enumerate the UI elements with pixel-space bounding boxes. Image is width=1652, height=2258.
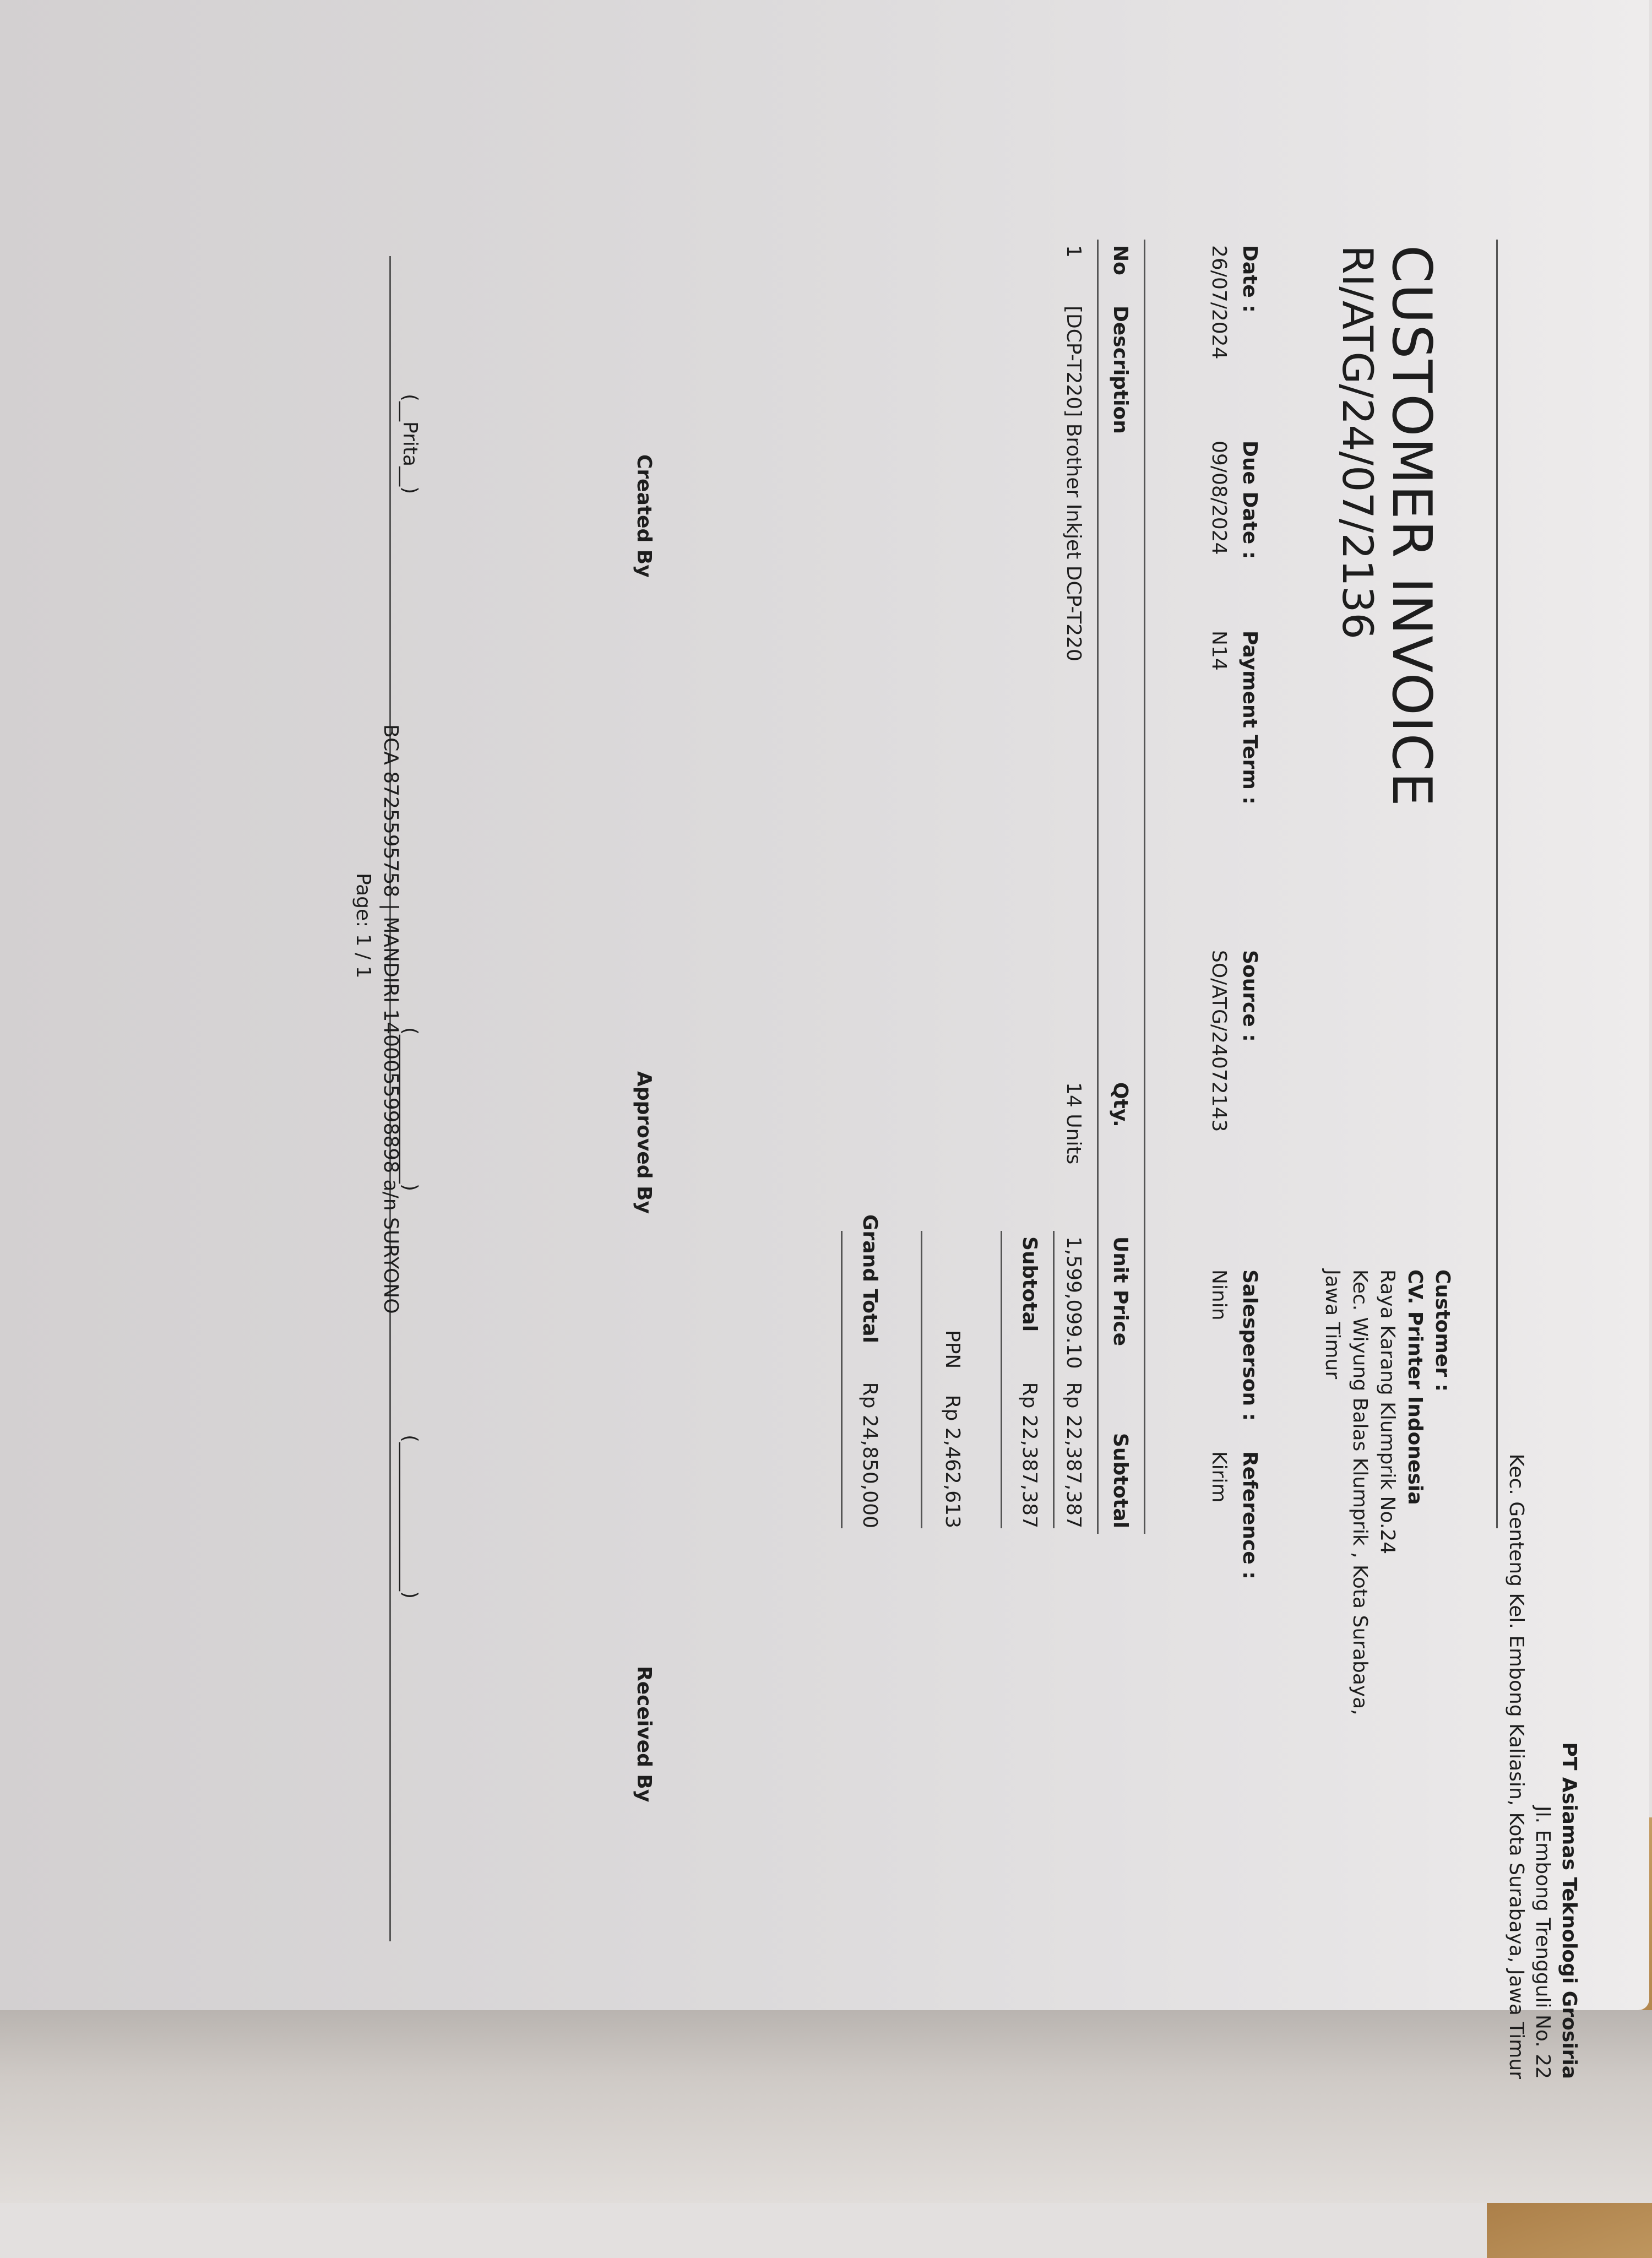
col-header-unit-price: Unit Price xyxy=(1109,1236,1132,1347)
invoice-title: CUSTOMER INVOICE xyxy=(1380,245,1443,807)
customer-address-line2: Kec. Wiyung Balas Klumprik , Kota Surabaya, xyxy=(1349,1269,1371,1716)
reference-value: Kirim xyxy=(1208,1451,1230,1503)
subtotal-value: Rp 22,387,387 xyxy=(1018,1382,1041,1528)
row-subtotal: Rp 22,387,387 xyxy=(1062,1382,1085,1528)
payment-term-label: Payment Term : xyxy=(1238,631,1261,805)
due-date-label: Due Date : xyxy=(1238,441,1261,560)
date-value: 26/07/2024 xyxy=(1208,245,1230,360)
row-qty: 14 Units xyxy=(1062,1082,1085,1165)
col-header-subtotal: Subtotal xyxy=(1109,1432,1132,1528)
grand-total-rule xyxy=(841,1231,843,1528)
invoice-number: RI/ATG/24/07/2136 xyxy=(1333,245,1382,639)
customer-label: Customer : xyxy=(1431,1269,1454,1392)
received-by-signature: (_______________) xyxy=(399,1435,421,1599)
created-by-signature: (__Prita__) xyxy=(399,394,421,495)
customer-address-line1: Raya Karang Klumprik No.24 xyxy=(1376,1269,1399,1555)
tax-label: PPN xyxy=(941,1330,964,1369)
due-date-value: 09/08/2024 xyxy=(1208,441,1230,555)
invoice-document xyxy=(0,47,1580,2250)
table-header-rule xyxy=(1097,240,1099,1534)
company-name: PT Asiamas Teknologi Grosiria xyxy=(1558,1742,1580,2079)
grand-total-label: Grand Total xyxy=(858,1214,881,1343)
col-header-description: Description xyxy=(1109,306,1132,434)
row-unit-price: 1,599,099.10 xyxy=(1062,1236,1085,1369)
source-label: Source : xyxy=(1238,950,1261,1042)
bank-info: BCA 8725595758 | MANDIRI 1400055998898 a/n SURYONO xyxy=(379,724,402,1314)
payment-term-value: N14 xyxy=(1208,631,1230,671)
created-by-label: Created By xyxy=(633,454,655,578)
tax-rule xyxy=(921,1231,922,1528)
received-by-label: Received By xyxy=(633,1666,655,1803)
subtotal-label: Subtotal xyxy=(1018,1236,1041,1332)
col-header-qty: Qty. xyxy=(1109,1082,1132,1127)
subtotal-rule xyxy=(1001,1231,1002,1528)
header-rule xyxy=(1496,240,1498,1528)
row-rule xyxy=(1053,1231,1055,1528)
row-no: 1 xyxy=(1062,245,1085,258)
reference-label: Reference : xyxy=(1238,1451,1261,1579)
tax-value: Rp 2,462,613 xyxy=(941,1394,964,1528)
approved-by-signature: (_______________) xyxy=(399,1027,421,1192)
customer-address-line3: Jawa Timur xyxy=(1321,1269,1344,1380)
grand-total-value: Rp 24,850,000 xyxy=(858,1382,881,1528)
table-top-rule xyxy=(1144,240,1145,1534)
page-number: Page: 1 / 1 xyxy=(352,873,374,979)
row-description: [DCP-T220] Brother Inkjet DCP-T220 xyxy=(1062,306,1085,661)
salesperson-label: Salesperson : xyxy=(1238,1269,1261,1421)
customer-name: CV. Printer Indonesia xyxy=(1404,1269,1426,1505)
date-label: Date : xyxy=(1238,245,1261,313)
col-header-no: No xyxy=(1109,245,1132,275)
source-value: SO/ATG/24072143 xyxy=(1208,950,1230,1132)
company-address-line1: Jl. Embong Trengguli No. 22 xyxy=(1531,1806,1554,2079)
approved-by-label: Approved By xyxy=(633,1071,655,1214)
company-address-line2: Kec. Genteng Kel. Embong Kaliasin, Kota Surabaya, Jawa Timur xyxy=(1505,1453,1528,2079)
salesperson-value: Ninin xyxy=(1208,1269,1230,1321)
